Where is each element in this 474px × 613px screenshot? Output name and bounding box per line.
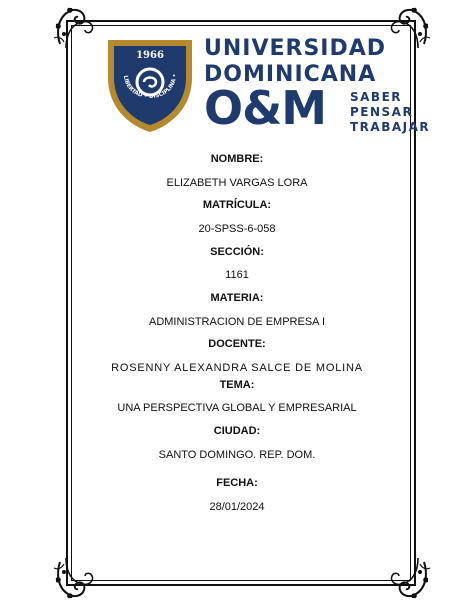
field-label-tema: TEMA: — [219, 379, 255, 391]
field-label-docente: DOCENTE: — [208, 338, 266, 350]
field-value-seccion: 1161 — [225, 269, 249, 281]
field-label-nombre: NOMBRE: — [210, 153, 264, 165]
seal-year: 1966 — [136, 50, 164, 61]
field-label-ciudad: CIUDAD: — [213, 425, 261, 437]
om-brand-mark: O&M — [204, 81, 326, 135]
field-value-tema: UNA PERSPECTIVA GLOBAL Y EMPRESARIAL — [117, 402, 357, 414]
ornamental-corner-icon — [52, 556, 98, 602]
field-value-matricula: 20-SPSS-6-058 — [198, 223, 276, 235]
field-label-matricula: MATRÍCULA: — [202, 199, 272, 211]
university-seal-icon — [104, 34, 196, 134]
field-value-fecha: 28/01/2024 — [209, 501, 265, 513]
field-label-fecha: FECHA: — [216, 477, 258, 489]
university-name-line-1: UNIVERSIDAD — [204, 36, 387, 61]
tagline-word: PENSAR — [350, 105, 414, 119]
field-value-nombre: ELIZABETH VARGAS LORA — [166, 177, 308, 189]
university-name-line-2: DOMINICANA — [204, 62, 377, 87]
field-label-materia: MATERIA: — [210, 292, 264, 304]
tagline-word: TRABAJAR — [350, 120, 431, 134]
tagline-word: SABER — [350, 90, 403, 104]
ornamental-corner-icon — [52, 4, 98, 50]
field-value-docente: ROSENNY ALEXANDRA SALCE DE MOLINA — [111, 362, 363, 374]
seal-motto: LIBERTAD • DISCIPLINA • — [122, 73, 179, 101]
field-value-materia: ADMINISTRACION DE EMPRESA I — [148, 316, 326, 328]
university-logo — [104, 34, 434, 134]
ornamental-corner-icon — [386, 556, 432, 602]
field-value-ciudad: SANTO DOMINGO. REP. DOM. — [158, 449, 316, 461]
field-label-seccion: SECCIÓN: — [210, 246, 264, 258]
